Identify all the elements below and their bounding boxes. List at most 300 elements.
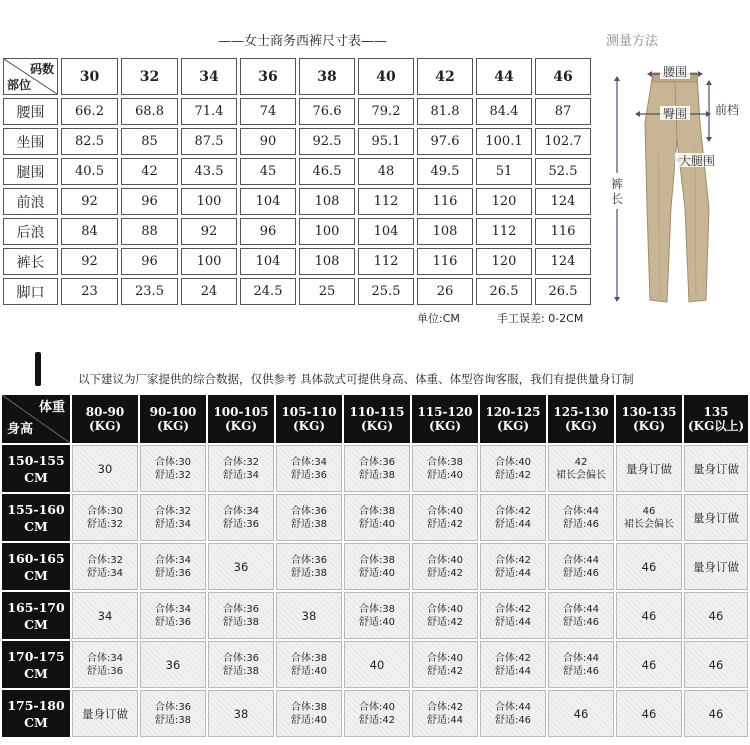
cell-line: 合体:44 [562,554,600,566]
height-row-header [2,445,70,492]
size-row [3,248,591,275]
recommendation-cell [684,641,748,688]
size-cell: 120 [476,188,532,215]
size-cell: 92 [61,248,118,275]
cell-line: 合体:40 [358,701,396,713]
size-row-label: 前浪 [3,188,58,215]
cell-line: 舒适:44 [494,665,532,677]
corner-height-label: 身高 [7,422,34,437]
size-cell: 87.5 [181,128,237,155]
recommendation-cell [344,641,410,688]
recommendation-cell [480,690,546,737]
cell-line: 舒适:42 [426,616,464,628]
height-range-line: CM [24,616,48,632]
weight-unit: (KG) [360,419,394,433]
recommendation-cell [480,641,546,688]
cell-line: 舒适:34 [222,469,260,481]
recommendation-cell [412,592,478,639]
cell-line: 合体:38 [290,701,328,713]
recommendation-cell [208,543,274,590]
error-note: 手工误差: 0-2CM [497,312,584,325]
cell-line: 量身订做 [82,706,128,721]
recommendation-cell [276,494,342,541]
size-cell: 81.8 [417,98,473,125]
cell-line: 舒适:36 [154,567,192,579]
recommendation-cell [140,494,206,541]
size-recommendation-table [0,393,750,739]
cell-line: 合体:42 [494,505,532,517]
corner-size-label: 码数 [29,62,54,76]
size-cell: 51 [476,158,532,185]
weight-unit: (KG) [88,419,122,433]
size-row-label: 后浪 [3,218,58,245]
cell-line: 合体:40 [426,505,464,517]
recommendation-cell [140,445,206,492]
size-cell: 26.5 [535,278,591,305]
recommendation-cell [412,445,478,492]
recommendation-cell [344,592,410,639]
size-cell: 48 [358,158,414,185]
cell-line: 舒适:44 [426,714,464,726]
recommendation-cell [276,543,342,590]
height-range-line: CM [24,665,48,681]
cell-line: 合体:32 [222,456,260,468]
weight-unit: (KG) [292,419,326,433]
size-cell: 124 [535,248,591,275]
cell-line: 46 [641,657,657,672]
cell-line: 42 [574,456,588,468]
weight-col-header [616,395,682,443]
size-cell: 26.5 [476,278,532,305]
size-cell: 120 [476,248,532,275]
recommendation-cell [72,494,138,541]
cell-line: 46 [708,706,724,721]
size-cell: 112 [358,248,414,275]
cell-line: 舒适:42 [426,518,464,530]
recommendation-cell [72,592,138,639]
cell-line: 合体:40 [426,554,464,566]
cell-line: 量身订做 [693,461,739,476]
size-cell: 104 [358,218,414,245]
height-row [2,592,748,639]
cell-line: 裙长会偏长 [624,518,674,530]
recommendation-cell [72,690,138,737]
size-cell: 96 [121,188,178,215]
weight-range: 105-110 [281,405,337,419]
cell-line: 46 [642,505,656,517]
size-col-header: 44 [476,58,532,95]
cell-line: 合体:40 [426,652,464,664]
cell-line: 38 [301,608,317,623]
size-cell: 24.5 [240,278,296,305]
size-cell: 46.5 [299,158,355,185]
recommendation-cell [480,445,546,492]
height-row [2,641,748,688]
recommendation-cell [684,543,748,590]
cell-line: 合体:34 [154,554,192,566]
height-row-header [2,690,70,737]
size-header-row [3,58,591,95]
cell-line: 舒适:44 [494,567,532,579]
recommendation-cell [276,445,342,492]
cell-line: 合体:30 [154,456,192,468]
cell-line: 舒适:34 [86,567,124,579]
corner-part-label: 部位 [7,78,32,92]
recommendation-cell [616,690,682,737]
size-cell: 42 [121,158,178,185]
size-row [3,158,591,185]
recommendation-cell [412,543,478,590]
cell-line: 34 [97,608,113,623]
recommendation-cell [208,494,274,541]
cell-line: 舒适:40 [290,714,328,726]
weight-range: 90-100 [149,405,197,419]
recommendation-cell [616,494,682,541]
cell-line: 合体:34 [154,603,192,615]
cell-line: 合体:38 [426,456,464,468]
cell-line: 合体:36 [154,701,192,713]
recommendation-cell [276,641,342,688]
height-row-header [2,494,70,541]
size-cell: 74 [240,98,296,125]
size-row-label: 腿围 [3,158,58,185]
size-row [3,218,591,245]
cell-line: 合体:44 [562,505,600,517]
size-cell: 82.5 [61,128,118,155]
weight-col-header [548,395,614,443]
weight-range: 120-125 [485,405,541,419]
size-cell: 104 [240,188,296,215]
cell-line: 舒适:36 [86,665,124,677]
size-col-header: 38 [299,58,355,95]
weight-unit: (KG) [428,419,462,433]
cell-line: 舒适:42 [358,714,396,726]
cell-line: 合体:34 [290,456,328,468]
height-range-line: 170-175 [7,648,65,664]
size-row-label: 裤长 [3,248,58,275]
cell-line: 合体:32 [86,554,124,566]
cell-line: 裙长会偏长 [556,469,606,481]
thigh-label: 大腿围 [678,154,716,168]
height-row [2,690,748,737]
cell-line: 合体:42 [494,652,532,664]
size-cell: 40.5 [61,158,118,185]
height-row-header [2,641,70,688]
size-cell: 79.2 [358,98,414,125]
cell-line: 合体:34 [222,505,260,517]
height-row [2,445,748,492]
cell-line: 舒适:42 [426,567,464,579]
length-label: 裤长 [610,177,624,206]
cell-line: 舒适:36 [154,616,192,628]
size-cell: 97.6 [417,128,473,155]
size-cell: 66.2 [61,98,118,125]
size-col-header: 40 [358,58,414,95]
cell-line: 合体:30 [86,505,124,517]
cell-line: 合体:44 [562,603,600,615]
recommendation-cell [548,641,614,688]
size-col-header: 30 [61,58,118,95]
height-range-line: CM [24,469,48,485]
cell-line: 合体:38 [290,652,328,664]
weight-range: 125-130 [553,405,609,419]
cell-line: 合体:38 [358,505,396,517]
size-cell: 100 [181,248,237,275]
pants-illustration [605,48,745,310]
size-cell: 100 [299,218,355,245]
size-cell: 23 [61,278,118,305]
cell-line: 舒适:40 [290,665,328,677]
unit-note: 单位:CM [417,312,460,325]
size-row [3,278,591,305]
recommendation-cell [684,592,748,639]
cell-line: 舒适:44 [494,518,532,530]
size-cell: 92 [181,218,237,245]
cell-line: 38 [233,706,249,721]
cell-line: 舒适:38 [290,567,328,579]
weight-unit: (KG) [564,419,598,433]
size-cell: 116 [417,188,473,215]
weight-range: 80-90 [85,405,125,419]
cell-line: 合体:42 [494,603,532,615]
size-cell: 23.5 [121,278,178,305]
size-cell: 112 [358,188,414,215]
waist-label: 腰围 [662,65,688,79]
size-cell: 84 [61,218,118,245]
cell-line: 合体:38 [358,554,396,566]
front-rise-label: 前档 [715,103,740,117]
size-col-header: 46 [535,58,591,95]
cell-line: 合体:44 [494,701,532,713]
weight-col-header [140,395,206,443]
size-cell: 24 [181,278,237,305]
recommendation-cell [276,592,342,639]
size-cell: 52.5 [535,158,591,185]
recommendation-cell [548,592,614,639]
cell-line: 舒适:38 [222,616,260,628]
size-cell: 92.5 [299,128,355,155]
size-chart-title: ——女士商务西裤尺寸表—— [217,34,387,49]
cell-line: 合体:36 [222,603,260,615]
size-cell: 102.7 [535,128,591,155]
cell-line: 合体:44 [562,652,600,664]
recommendation-cell [344,494,410,541]
size-cell: 100.1 [476,128,532,155]
cell-line: 舒适:32 [86,518,124,530]
height-row [2,543,748,590]
recommendation-cell [344,690,410,737]
cell-line: 30 [97,461,113,476]
cell-line: 合体:36 [358,456,396,468]
recommendation-cell [208,592,274,639]
cell-line: 合体:42 [494,554,532,566]
size-row [3,188,591,215]
recommendation-cell [548,445,614,492]
recommendation-cell [72,543,138,590]
recommendation-cell [208,641,274,688]
recommendation-cell [616,641,682,688]
cell-line: 合体:42 [426,701,464,713]
size-cell: 25.5 [358,278,414,305]
weight-range: 110-115 [349,405,405,419]
recommendation-cell [548,543,614,590]
weight-range: 130-135 [621,405,677,419]
cell-line: 合体:40 [494,456,532,468]
size-cell: 85 [121,128,178,155]
recommendation-cell [616,445,682,492]
weight-col-header [344,395,410,443]
recommendation-cell [548,494,614,541]
size-cell: 88 [121,218,178,245]
recommendation-cell [616,592,682,639]
height-range-line: 175-180 [7,697,65,713]
cell-line: 合体:40 [426,603,464,615]
cell-line: 舒适:42 [426,665,464,677]
recommendation-cell [412,494,478,541]
cell-line: 舒适:46 [562,567,600,579]
weight-height-corner [2,395,70,443]
weight-unit: (KG以上) [687,419,745,433]
height-row-header [2,543,70,590]
weight-range: 115-120 [417,405,473,419]
size-cell: 43.5 [181,158,237,185]
recommendation-cell [548,690,614,737]
cell-line: 舒适:38 [290,518,328,530]
cell-line: 合体:36 [222,652,260,664]
cell-line: 46 [641,608,657,623]
cell-line: 46 [641,706,657,721]
weight-unit: (KG) [496,419,530,433]
recommendation-cell [72,445,138,492]
size-cell: 25 [299,278,355,305]
cell-line: 合体:36 [290,505,328,517]
cell-line: 合体:36 [290,554,328,566]
size-cell: 45 [240,158,296,185]
size-row [3,98,591,125]
recommendation-note: 以下建议为厂家提供的综合数据，仅供参考 具体款式可提供身高、体重、体型咨询客服，我们有提供量身订制 [78,372,634,386]
recommendation-cell [276,690,342,737]
recommendation-cell [616,543,682,590]
cell-line: 量身订做 [693,510,739,525]
size-cell: 96 [121,248,178,275]
weight-col-header [684,395,748,443]
cell-line: 36 [165,657,181,672]
recommendation-cell [208,445,274,492]
corner-cell [3,58,58,95]
size-cell: 87 [535,98,591,125]
height-range-line: 155-160 [7,501,65,517]
recommendation-cell [480,543,546,590]
measure-method-title: 测量方法 [606,34,659,49]
cell-line: 舒适:46 [494,714,532,726]
recommendation-cell [412,641,478,688]
cell-line: 舒适:46 [562,616,600,628]
cell-line: 舒适:40 [358,616,396,628]
size-cell: 100 [181,188,237,215]
weight-unit: (KG) [632,419,666,433]
recommendation-cell [684,445,748,492]
size-row-label: 脚口 [3,278,58,305]
cell-line: 舒适:38 [358,469,396,481]
size-cell: 108 [299,188,355,215]
cell-line: 40 [369,657,385,672]
weight-col-header [72,395,138,443]
cell-line: 36 [233,559,249,574]
recommendation-cell [140,592,206,639]
cell-line: 量身订做 [626,461,672,476]
size-cell: 71.4 [181,98,237,125]
size-col-header: 36 [240,58,296,95]
size-cell: 84.4 [476,98,532,125]
weight-unit: (KG) [224,419,258,433]
height-range-line: CM [24,567,48,583]
height-range-line: CM [24,518,48,534]
recommendation-cell [344,543,410,590]
cell-line: 舒适:40 [358,518,396,530]
recommendation-cell [684,494,748,541]
cell-line: 舒适:38 [222,665,260,677]
cell-line: 46 [573,706,589,721]
recommendation-cell [140,543,206,590]
size-col-header: 34 [181,58,237,95]
recommendation-cell [480,592,546,639]
size-cell: 124 [535,188,591,215]
cell-line: 合体:38 [358,603,396,615]
weight-range: 135 [703,405,729,419]
size-cell: 92 [61,188,118,215]
weight-unit: (KG) [156,419,190,433]
cell-line: 舒适:38 [154,714,192,726]
cell-line: 舒适:40 [426,469,464,481]
recommendation-cell [208,690,274,737]
recommendation-cell [140,641,206,688]
height-range-line: CM [24,714,48,730]
size-cell: 116 [535,218,591,245]
size-cell: 26 [417,278,473,305]
size-cell: 108 [299,248,355,275]
recommendation-cell [344,445,410,492]
weight-col-header [208,395,274,443]
size-cell: 104 [240,248,296,275]
weight-col-header [276,395,342,443]
size-row-label: 坐围 [3,128,58,155]
recommendation-cell [72,641,138,688]
size-cell: 68.8 [121,98,178,125]
cell-line: 舒适:44 [494,616,532,628]
height-range-line: 160-165 [7,550,65,566]
cell-line: 舒适:40 [358,567,396,579]
cell-line: 舒适:34 [154,518,192,530]
size-row-label: 腰围 [3,98,58,125]
cell-line: 舒适:36 [290,469,328,481]
cell-line: 46 [708,608,724,623]
weight-col-header [480,395,546,443]
height-range-line: 165-170 [7,599,65,615]
height-range-line: 150-155 [7,452,65,468]
weight-col-header [412,395,478,443]
size-cell: 90 [240,128,296,155]
size-cell: 116 [417,248,473,275]
corner-weight-label: 体重 [38,400,65,415]
size-col-header: 32 [121,58,178,95]
size-cell: 108 [417,218,473,245]
size-cell: 95.1 [358,128,414,155]
recommendation-cell [140,690,206,737]
cell-line: 量身订做 [693,559,739,574]
recommendation-cell [684,690,748,737]
note-marker [35,352,41,386]
hip-label: 臀围 [662,107,688,121]
